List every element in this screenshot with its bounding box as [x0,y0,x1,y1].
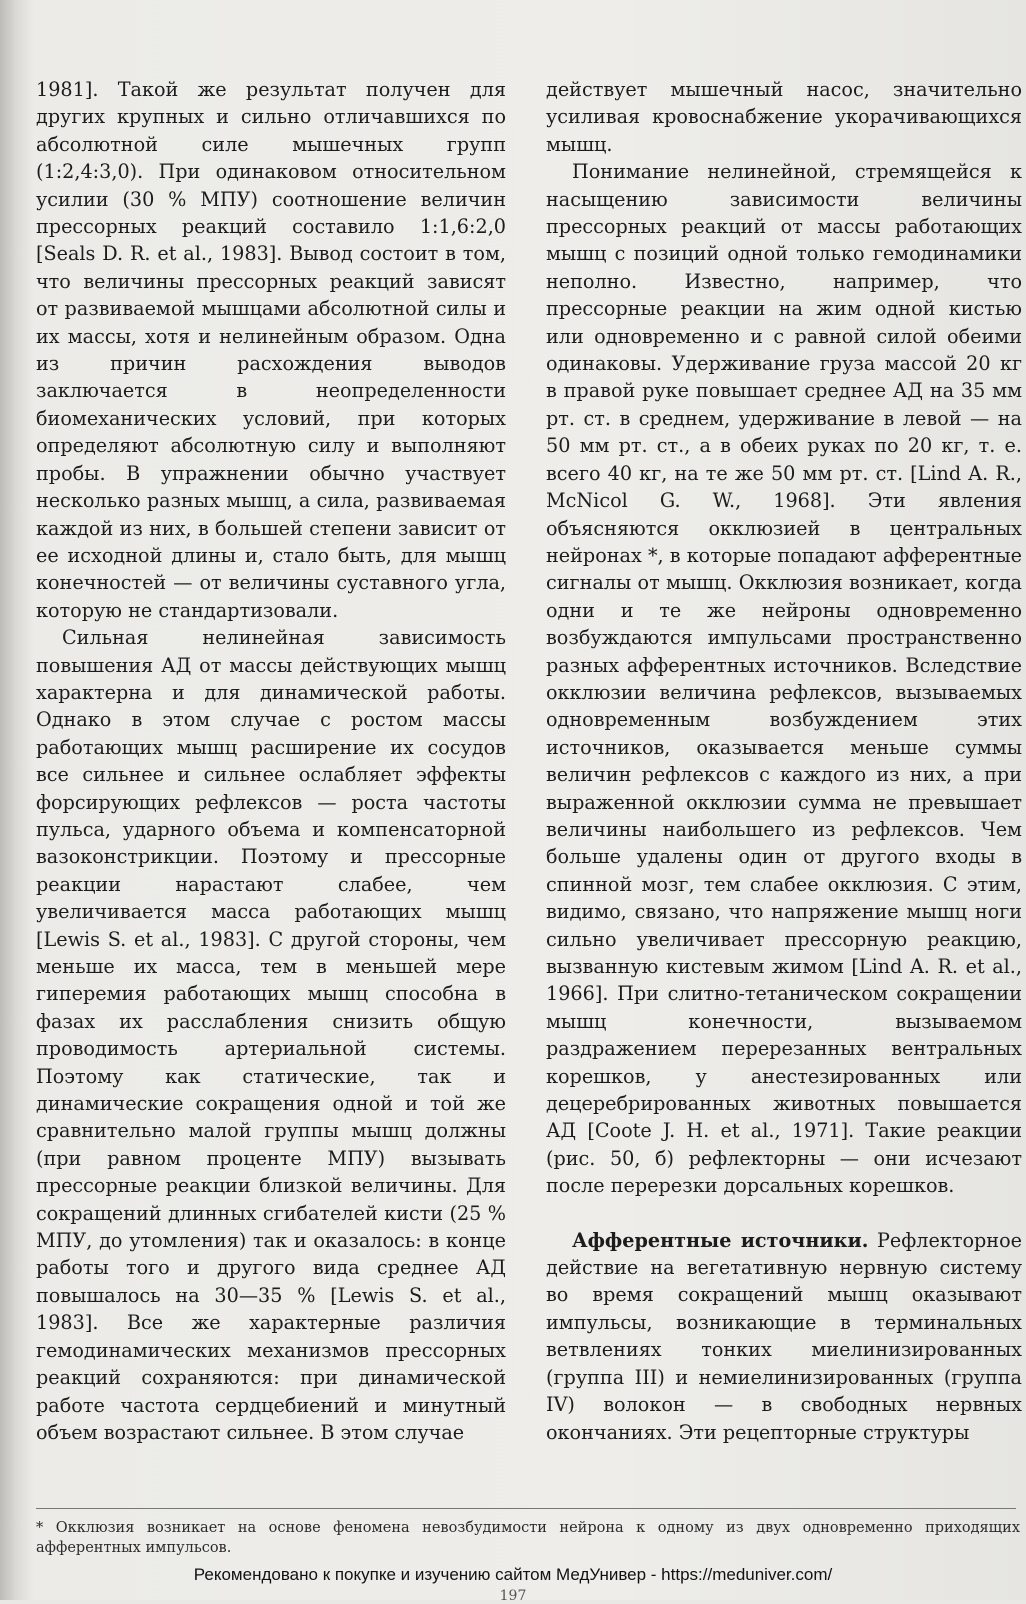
left-paragraph-2: Сильная нелинейная зависимость повышения АД от массы действующих мышц характерна и для динамической работы. Однако в этом случае с ростом массы работающих мышц расширение их сосудов все сильнее и сильнее ослабляет эффекты форсирующих рефлексов — роста частоты пульса, ударного объема и компенсаторной вазоконстрикции. Поэтому и прессорные реакции нарастают слабее, чем увеличивается масса работающих мышц [Lewis S. et al., 1983]. С другой стороны, чем меньше их масса, тем в меньшей мере гиперемия работающих мышц способна в фазах их расслабления снизить общую проводимость артериальной системы. Поэтому как статические, так и динамические сокращения одной и той же сравнительно малой группы мышц должны (при равном проценте МПУ) вызывать прессорные реакции близкой величины. Для сокращений длинных сгибателей кисти (25 % МПУ, до утомления) так и оказалось: в конце работы того и другого вида среднее АД повышалось на 30—35 % [Lewis S. et al., 1983]. Все же характерные различия гемодинамических механизмов прессорных реакций сохраняются: при динамической работе частота сердцебиений и минутный объем возрастают сильнее. В этом случае [36,626,506,1444]
right-paragraph-1: действует мышечный насос, значительно усиливая кровоснабжение укорачивающихся мышц. [546,78,1022,156]
footnote: * Окклюзия возникает на основе феномена невозбудимости нейрона к одному из двух одновременно приходящих афферентных импульсов. [36,1520,1020,1556]
right-paragraph-2: Понимание нелинейной, стремящейся к насыщению зависимости величины прессорных реакций от массы работающих мышц с позиций одной только гемодинамики неполно. Известно, например, что прессорные реакции на жим одной кистью или одновременно и с равной силой обеими одинаковы. Удерживание груза массой 20 кг в правой руке повышает среднее АД на 35 мм рт. ст. в среднем, удерживание в левой — на 50 мм рт. ст., а в обеих руках по 20 кг, т. е. всего 40 кг, на те же 50 мм рт. ст. [Lind A. R., McNicol G. W., 1968]. Эти явления объясняются окклюзией в центральных нейронах *, в которые попадают афферентные сигналы от мышц. Окклюзия возникает, когда одни и те же нейроны одновременно возбуждаются импульсами пространственно разных афферентных источников. Вследствие окклюзии величина рефлексов, вызываемых одновременным возбуждением этих источников, оказывается меньше суммы величин рефлексов с каждого из них, а при выраженной окклюзии сумма не превышает величины наибольшего из рефлексов. Чем больше удалены один от другого входы в спинной мозг, тем слабее окклюзия. С этим, видимо, связано, что напряжение мышц ноги сильно увеличивает прессорную реакцию, вызванную кистевым жимом [Lind A. R. et al., 1966]. При слитно-тетаническом сокращении мышц конечности, вызываемом раздражением перерезанных вентральных корешков, у анестезированных или децеребрированных животных повышается АД [Coote J. H. et al., 1971]. Такие реакции (рис. 50, б) рефлекторны — они исчезают после перерезки дорсальных корешков. [546,160,1022,1198]
page-number: 197 [499,1588,527,1604]
footnote-divider [36,1508,1016,1509]
section-text: Рефлекторное действие на вегетативную нервную систему во время сокращений мышц оказывают импульсы, возникающие в терминальных ветвлениях тонких миелинизированных (группа III) и немиелинизированных (группа IV) волокон — в свободных нервных окончаниях. Эти рецепторные структуры [546,1228,1022,1444]
right-text-column [546,76,1022,1446]
right-paragraph-3 [546,1227,1022,1446]
section-heading-afferent-sources: Афферентные источники. [572,1228,869,1252]
meduniver-banner: Рекомендовано к покупке и изучению сайтом МедУнивер - https://meduniver.com/ [193,1565,833,1584]
left-paragraph-1: 1981]. Такой же результат получен для других крупных и сильно отличавшихся по абсолютной силе мышечных групп (1:2,4:3,0). При одинаковом относительном усилии (30 % МПУ) соотношение величин прессорных реакций составило 1:1,6:2,0 [Seals D. R. et al., 1983]. Вывод состоит в том, что величины прессорных реакций зависят от развиваемой мышцами абсолютной силы и их массы, хотя и нелинейным образом. Одна из причин расхождения выводов заключается в неопределенности биомеханических условий, при которых определяют абсолютную силу и выполняют пробы. В упражнении обычно участвует несколько разных мышц, а сила, развиваемая каждой из них, в большей степени зависит от ее исходной длины и, стало быть, для мышц конечностей — от величины суставного угла, которую не стандартизовали. [36,78,506,622]
left-text-column [36,76,506,1446]
